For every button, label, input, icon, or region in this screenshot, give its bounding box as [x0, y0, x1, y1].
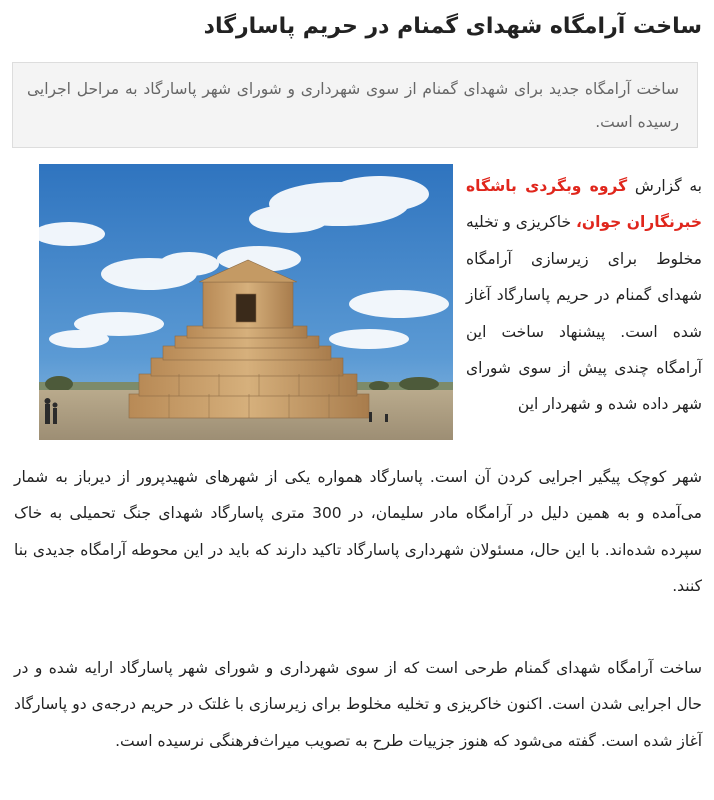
- article-body-continued: شهر کوچک پیگیر اجرایی کردن آن است. پاسارگاد همواره یکی از شهرهای شهیدپرور از دیرباز به شمار می‌آمده و به همین دلیل در آرامگاه مادر سلیمان، در 300 متری پاسارگاد شهدای جنگ تحمیلی به خاک سپرده شده‌اند. با این حال، مسئولان شهرداری پاسارگاد تاکید دارند که باید در این محوطه آرامگاه جدیدی بنا کنند.: [14, 468, 702, 596]
- article-body-side: [466, 168, 702, 423]
- source-link[interactable]: گروه وبگردی باشگاه خبرنگاران جوان،: [466, 177, 702, 232]
- body-side: خاکریزی و تخلیه مخلوط برای زیرسازی آرامگاه شهدای گمنام در حریم پاسارگاد آغاز شده است. پیشنهاد ساخت این آرامگاه چندی پیش از سوی شورای شهر داده شده و شهردار این: [466, 213, 702, 414]
- article-lead: ساخت آرامگاه جدید برای شهدای گمنام از سوی شهرداری و شورای شهر پاسارگاد به مراحل اجرایی رسیده است.: [12, 62, 698, 148]
- article-photo: [39, 164, 453, 440]
- article-title: ساخت آرامگاه شهدای گمنام در حریم پاسارگاد: [203, 14, 702, 39]
- body-intro: به گزارش: [627, 177, 702, 195]
- article-body-second: ساخت آرامگاه شهدای گمنام طرحی است که از سوی شهرداری و شورای شهر پاسارگاد ارایه شده و در حال اجرایی شدن است. اکنون خاکریزی و تخلیه مخلوط برای زیرسازی با غلتک در حریم درجه‌ی دو پاسارگاد آغاز شده است. گفته می‌شود که هنوز جزییات طرح به تصویب میراث‌فرهنگی نرسیده است.: [14, 659, 702, 750]
